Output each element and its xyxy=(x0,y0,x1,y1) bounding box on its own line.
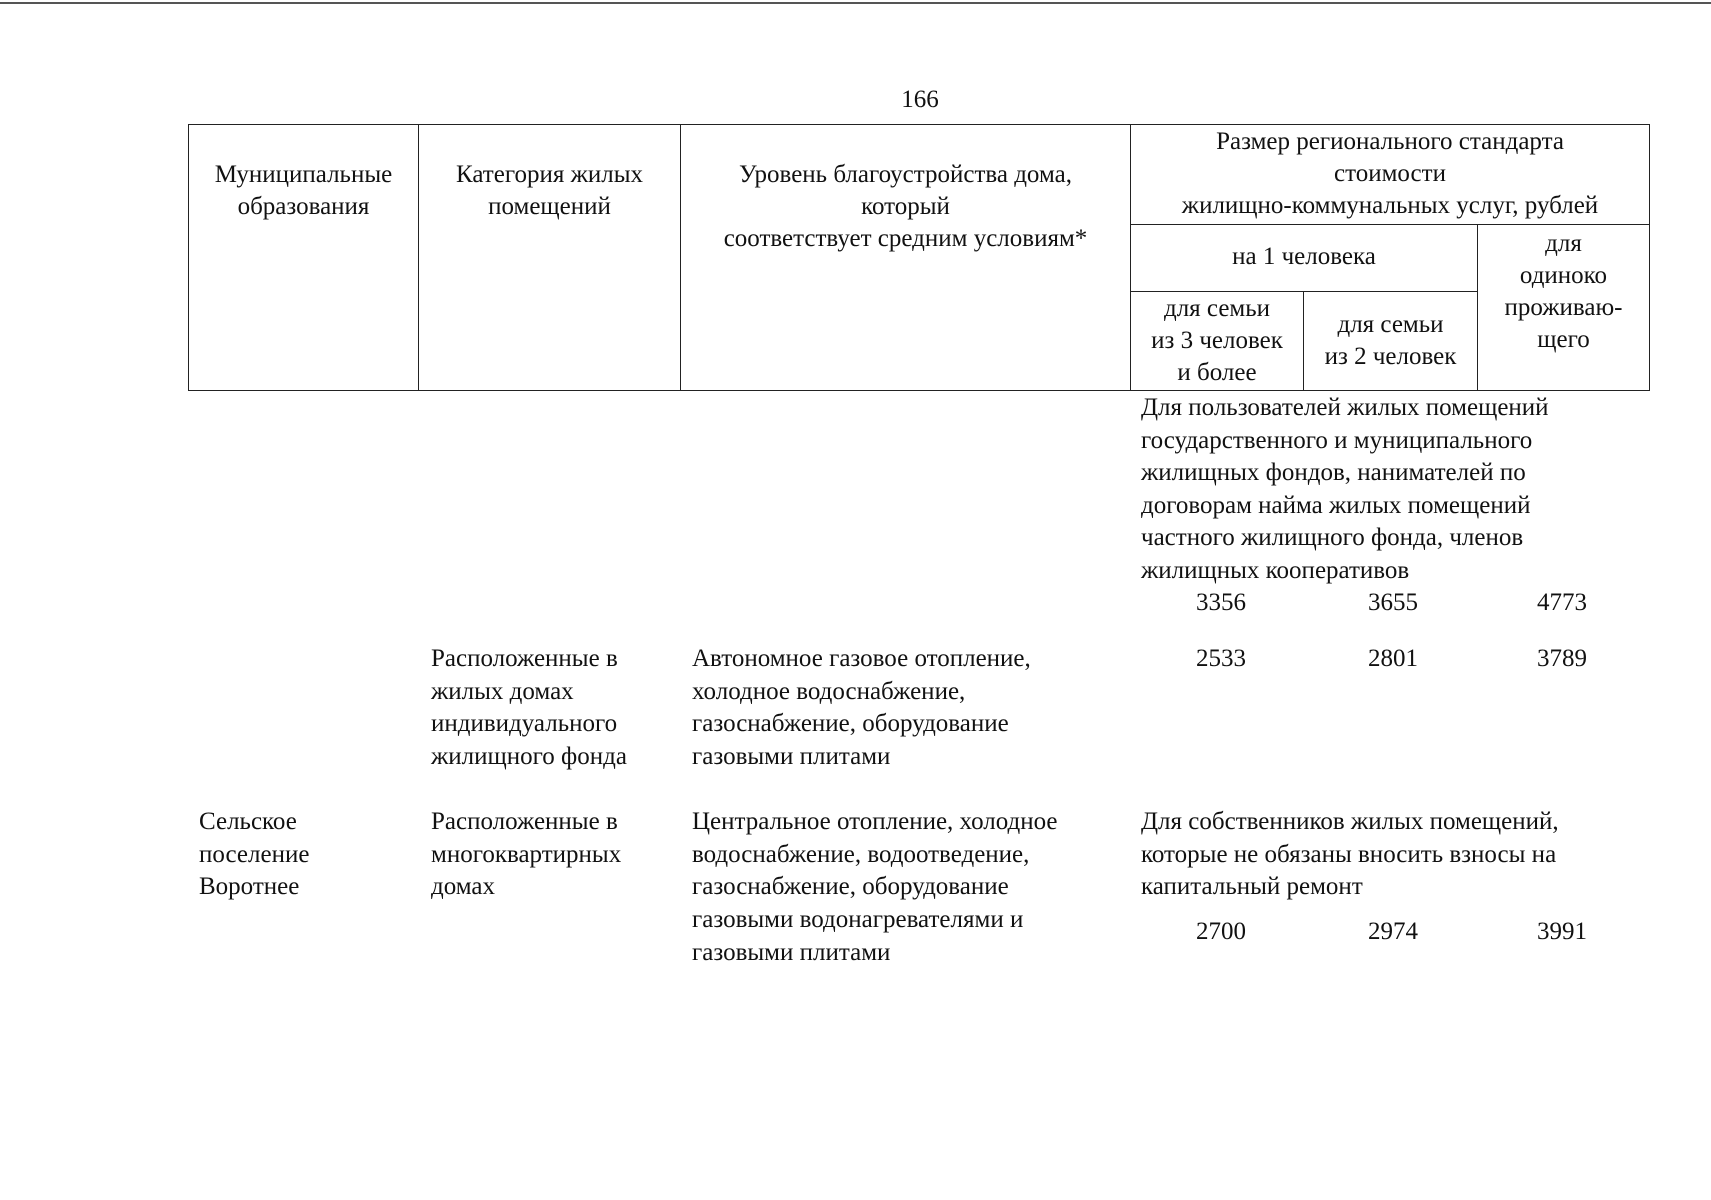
header-size-line: стоимости xyxy=(1334,160,1446,187)
page-number: 166 xyxy=(901,86,939,113)
row2-level-line: газовыми плитами xyxy=(692,939,891,966)
block1-note-line: жилищных фондов, нанимателей по xyxy=(1141,459,1526,486)
row1-category-line: жилых домах xyxy=(431,678,574,705)
row1-level-line: Автономное газовое отопление, xyxy=(692,645,1031,672)
value-family2: 2974 xyxy=(1368,918,1418,945)
value-single: 4773 xyxy=(1537,589,1587,616)
top-border-line xyxy=(0,2,1711,4)
value-family2: 2801 xyxy=(1368,645,1418,672)
value-single: 3991 xyxy=(1537,918,1587,945)
row2-municipality-line: поселение xyxy=(199,841,310,868)
header-standard-size xyxy=(1130,124,1650,225)
header-improvement-level xyxy=(680,124,1131,391)
header-category-line: Категория жилых xyxy=(456,161,643,188)
block1-note-line: жилищных кооперативов xyxy=(1141,557,1410,584)
header-family3-line: для семьи xyxy=(1163,295,1271,322)
block1-note-line: договорам найма жилых помещений xyxy=(1141,492,1531,519)
row2-level-line: газовыми водонагревателями и xyxy=(692,906,1024,933)
row1-level-line: холодное водоснабжение, xyxy=(692,678,966,705)
row1-level-line: газовыми плитами xyxy=(692,743,891,770)
block1-note-line: государственного и муниципального xyxy=(1141,427,1533,454)
header-size-line: Размер регионального стандарта xyxy=(1216,128,1564,155)
header-single-line: щего xyxy=(1537,326,1590,353)
header-family2-line: из 2 человек xyxy=(1324,343,1457,370)
row1-category-line: индивидуального xyxy=(431,710,618,737)
header-family-3 xyxy=(1130,291,1304,391)
row2-level-line: газоснабжение, оборудование xyxy=(692,873,1009,900)
block1-note-line: Для пользователей жилых помещений xyxy=(1141,394,1549,421)
row2-municipality-line: Сельское xyxy=(199,808,297,835)
block1-note-line: частного жилищного фонда, членов xyxy=(1141,524,1524,551)
row2-note-line: которые не обязаны вносить взносы на xyxy=(1141,841,1557,868)
header-municipalities xyxy=(188,124,419,391)
row2-category-line: домах xyxy=(431,873,495,900)
header-single-line: для xyxy=(1545,230,1582,257)
value-family3: 3356 xyxy=(1196,589,1246,616)
header-per-person xyxy=(1130,224,1478,292)
header-single-line: одиноко xyxy=(1519,262,1608,289)
header-family3-line: и более xyxy=(1177,359,1257,386)
row1-category-line: жилищного фонда xyxy=(431,743,627,770)
header-family2-line: для семьи xyxy=(1337,311,1444,338)
header-level-line: Уровень благоустройства дома, xyxy=(739,161,1072,188)
row2-level-line: Центральное отопление, холодное xyxy=(692,808,1058,835)
value-single: 3789 xyxy=(1537,645,1587,672)
header-single-resident xyxy=(1477,224,1650,391)
row2-category-line: Расположенные в xyxy=(431,808,618,835)
row2-level-line: водоснабжение, водоотведение, xyxy=(692,841,1030,868)
header-municipalities-line: Муниципальные xyxy=(214,161,393,188)
row2-note-line: Для собственников жилых помещений, xyxy=(1141,808,1559,835)
value-family2: 3655 xyxy=(1368,589,1418,616)
value-family3: 2533 xyxy=(1196,645,1246,672)
header-family-2 xyxy=(1303,291,1478,391)
row2-municipality-line: Воротнее xyxy=(199,873,300,900)
header-category-line: помещений xyxy=(488,193,611,220)
header-per-person-label: на 1 человека xyxy=(1232,243,1376,270)
row1-category-line: Расположенные в xyxy=(431,645,618,672)
header-family3-line: из 3 человек xyxy=(1151,327,1283,354)
header-municipalities-line: образования xyxy=(237,193,370,220)
header-category xyxy=(418,124,681,391)
row2-category-line: многоквартирных xyxy=(431,841,622,868)
value-family3: 2700 xyxy=(1196,918,1246,945)
row2-note-line: капитальный ремонт xyxy=(1141,873,1363,900)
row1-level-line: газоснабжение, оборудование xyxy=(692,710,1009,737)
header-size-line: жилищно-коммунальных услуг, рублей xyxy=(1181,192,1599,219)
header-single-line: проживаю- xyxy=(1504,294,1623,321)
header-level-line: который xyxy=(861,193,950,220)
header-level-line: соответствует средним условиям* xyxy=(723,225,1088,252)
